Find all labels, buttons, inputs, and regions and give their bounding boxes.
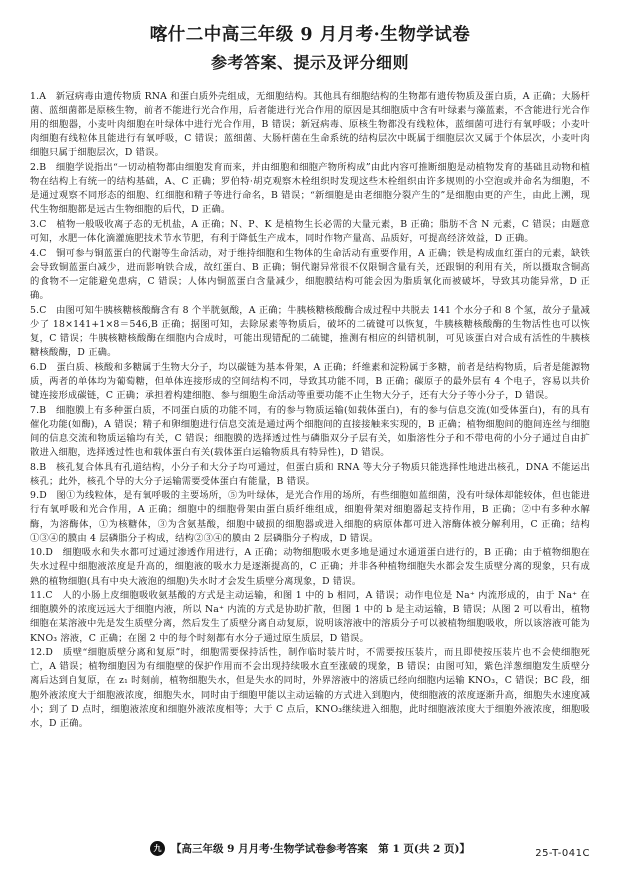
answer-item	[30, 304, 590, 361]
answer-number: 5.	[30, 304, 40, 316]
answer-text: 由图可知牛胰核糖核酸酶含有 8 个半胱氨酸，A 正确；牛胰核糖核酸酶合成过程中共脱去 141 个水分子和 8 个氢，故分子量减少了 18×141+1×8＝546,B 正确；据图可知，去除尿素等物质后，破坏的二硫键可以恢复，牛胰核糖核酸酶的生物活性也可以恢复，C 错误；牛胰核糖核酸酶在细胞内合成时，可能出现错配的二硫键，推测有相应的纠错机制，可见该蛋白对合成有活性的牛胰核糖核酸酶，D 正确。	[30, 304, 590, 359]
answer-number: 3.	[30, 218, 40, 230]
answer-text: 细胞吸水和失水都可过通过渗透作用进行，A 正确；动物细胞吸水更多地是通过水通道蛋白进行的，B 正确；由于植物细胞在失水过程中细胞液浓度是升高的，细胞液的吸水力是逐渐提高的，C 正确；并非各种植物细胞失水都会发生质壁分离的现象，只有成熟的植物细胞(具有中央大液泡的细胞)失水时才会发生质壁分离现象，D 错误。	[30, 547, 590, 587]
page-title: 喀什二中高三年级 9 月月考·生物学试卷	[149, 25, 471, 45]
answer-text: 质壁“细胞质壁分离和复原”时，细胞需要保持活性，制作临时装片时，不需要按压装片，而且即使按压装片也不会使细胞死亡，A 错误；植物细胞因为有细胞壁的保护作用而不会出现持续吸水直至涨破的现象，B 错误；由图可知，紫色洋葱细胞发生质壁分离后达到自复原，在 z₁ 时刻前，植物细胞失水，但是失水的同时，外界溶液中的溶质已经向细胞内运输 KNO₃，C 错误；BC 段，细胞外液浓度大于细胞液浓度，细胞失水，同时由于细胞甲能以主动运输的方式进入到胞内，使细胞液的浓度逐渐升高，细胞失水速度减小；到了 D 点时，细胞液浓度和细胞外液浓度相等；大于 C 点后，KNO₃继续进入细胞，此时细胞液浓度大于细胞外液浓度，细胞吸水，D 正确。	[30, 647, 590, 729]
answer-number: 12.	[30, 647, 46, 659]
answer-text: 蛋白质、核酸和多糖属于生物大分子，均以碳链为基本骨架，A 正确；纤维素和淀粉属于多糖，前者是结构物质，后者是能源物质，两者的单体均为葡萄糖，但单体连接形成的空间结构不同，导致其功能不同，B 正确；碳原子的最外层有 4 个电子，容易以共价键连接形成碳链，C 正确；承担着构建细胞、参与细胞生命活动等重要功能不止生物大分子，还有大分子等小分子，D 错误。	[30, 361, 590, 401]
page-subtitle: 参考答案、提示及评分细则	[210, 53, 409, 73]
answer-item	[30, 646, 590, 731]
answer-number: 1.	[30, 90, 40, 102]
answer-text: 图①为线粒体，是有氧呼吸的主要场所，⑤为叶绿体，是光合作用的场所，有些细胞如蓝细菌，没有叶绿体却能较体，但也能进行有氧呼吸和光合作用，A 正确；细胞中的细胞骨架由蛋白质纤维组成，细胞骨架对细胞器起支持作用，B 正确；②中有多种水解酶，为溶酶体，①为核糖体，③为含氨基酸，细胞中破损的细胞器或进入细胞的病原体都可进入溶酶体被分解利用，C 正确；结构①③④的膜由 4 层磷脂分子构成，结构②③④的膜由 2 层磷脂分子构成，D 错误。	[30, 490, 590, 544]
answer-item	[30, 461, 590, 489]
answer-text: 细胞学说指出“一切动植物都由细胞发育而来，并由细胞和细胞产物所构成”由此内容可推断细胞是动植物发育的基础且动物和植物在结构上有统一的结构基础，A、C 正确；罗伯特·胡克观察木栓组织时发现这些木栓组织由许多规则的小空泡或并命名为细胞，不是通过观察不同形态的细胞、红细胞和精子等进行命名，B 错误；“新细胞是由老细胞分裂产生的”是细胞由更的产生，由此上溯，现代生物细胞都是远古生物细胞的后代，D 正确。	[30, 161, 591, 216]
answer-letter: D	[45, 547, 53, 559]
answer-item	[30, 546, 590, 588]
answer-number: 9.	[30, 490, 40, 502]
answer-letter: A	[39, 90, 47, 102]
answer-number: 10.	[30, 547, 46, 559]
answer-text: 人的小肠上皮细胞吸收氨基酸的方式是主动运输，和图 1 中的 b 相同，A 错误；动作电位是 Na⁺ 内流形成的，由于 Na⁺ 在细胞膜外的浓度远远大于细胞内液，所以 Na⁺ 内流的方式是协助扩散，但图 1 中的 b 是主动运输，B 错误；从图 2 可以看出，植物细胞在某溶液中先是发生质壁分离，然后发生了质壁分离自动复原，说明该溶液中的溶质分子可以被植物细胞吸收，所以该溶液可能为 KNO₃ 溶液，C 正确；在图 2 中的每个时刻都有水分子通过原生质层，D 错误。	[30, 590, 590, 644]
answer-number: 8.	[30, 461, 40, 473]
answer-item	[30, 489, 590, 546]
answer-letter: D	[39, 361, 47, 373]
answer-letter: B	[39, 461, 47, 473]
document-header	[30, 22, 590, 76]
answer-item	[30, 90, 590, 161]
answer-item	[30, 161, 590, 218]
answer-letter: C	[39, 304, 47, 316]
footer-text: 【高三年级 9 月月考·生物学试卷参考答案 第 1 页(共 2 页)】	[171, 843, 470, 855]
answer-item	[30, 361, 590, 403]
answer-letter: B	[39, 161, 47, 173]
publisher-logo-icon: 九	[150, 841, 165, 856]
answer-letter: C	[39, 247, 47, 259]
answer-letter: C	[45, 590, 53, 602]
answer-text: 铜可参与铜蓝蛋白的代谢等生命活动，对于维持细胞和生物体的生命活动有重要作用，A 正确；铁是构成血红蛋白的元素，缺铁会导致铜蓝蛋白减少，进而影响铁合成，故红蛋白、B 正确；铜代谢异常很不仅限铜含量有关，还跟铜的利用有关，所以摄取含铜高的食物不一定能避免患病，C 错误；人体内铜蓝蛋白含量减少，细胞膜结构可能会因为脂质氧化而被破坏，导致其功能异常，D 正确。	[30, 247, 591, 302]
answer-item	[30, 247, 590, 304]
answer-number: 6.	[30, 361, 40, 373]
answer-number: 4.	[30, 247, 40, 259]
page-footer	[0, 841, 620, 871]
paper-code: 25-T-041C	[535, 848, 590, 859]
answer-item	[30, 218, 590, 246]
answer-item	[30, 404, 590, 461]
answer-item	[30, 589, 590, 646]
answer-text: 核孔复合体具有孔道结构，小分子和大分子均可通过，但蛋白质和 RNA 等大分子物质只能选择性地进出核孔，DNA 不能运出核孔；此外，核孔个导的大分子运输需要受体蛋白有能量，B 错误。	[30, 461, 590, 487]
answer-letter: C	[39, 218, 47, 230]
answer-number: 11.	[30, 590, 46, 602]
answer-number: 2.	[30, 161, 40, 173]
answers-list	[30, 90, 590, 731]
answer-text: 植物一般吸收离子态的无机盐，A 正确；N、P、K 是植物生长必需的大量元素，B 正确；脂肪不含 N 元素，C 错误；由题意可知，水肥一体化滴灌施肥技术节水节肥，有利于降低生产成本，同时作物产量高、品质好，可提高经济效益，D 正确。	[30, 218, 590, 245]
answer-text: 新冠病毒由遗传物质 RNA 和蛋白质外壳组成，无细胞结构。其他具有细胞结构的生物都有遗传物质及蛋白质，A 正确；大肠杆菌、蓝细菌都是原核生物，前者不能进行光合作用，后者能进行光合作用的原因是其细胞质中含有叶绿素与藻蓝素，不含能进行光合作用的细胞器，小麦叶肉细胞在叶绿体中进行光合作用，B 错误；新冠病毒、原核生物都没有线粒体，蓝细菌可进行有氧呼吸；小麦叶肉细胞有线粒体且能进行有氧呼吸，C 错误；蓝细菌、大肠杆菌在生命系统的结构层次中既属于细胞层次又属于个体层次，小麦叶肉细胞只属于细胞层次，D 错误。	[30, 90, 590, 159]
answer-letter: B	[39, 404, 47, 416]
answer-number: 7.	[30, 404, 40, 416]
answer-text: 细胞膜上有多种蛋白质，不同蛋白质的功能不同，有的参与物质运输(如载体蛋白)，有的参与信息交流(如受体蛋白)，有的具有催化功能(如酶)，A 错误；精子和卵细胞进行信息交流是通过两个细胞间的直接接触来实现的，B 正确；植物细胞间的胞间连丝与细胞间的信息交流和物质运输均有关，C 错误；细胞膜的选择透过性与磷脂双分子层有关，如脂溶性分子和不带电荷的小分子通过自由扩散进入细胞，选择透过性也和载体蛋白有关(载体蛋白运输物质具有特异性)，D 错误。	[30, 404, 590, 458]
answer-letter: D	[39, 490, 47, 502]
answer-letter: D	[45, 647, 53, 659]
